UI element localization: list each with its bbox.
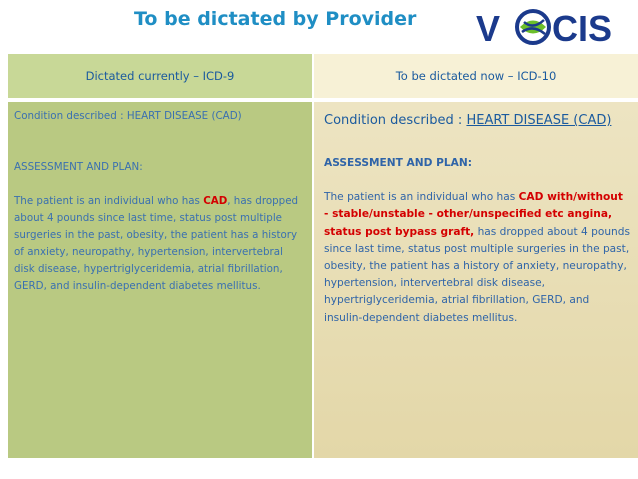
icd10-body-rest: has dropped about 4 pounds since last time, status post multiple surgeries in the past, obesity, the patient has a history of anxiety, neuropathy, hypertension, intervertebral disk disease, hypertriglyceridemia, atrial fibrillation, GERD, and insulin-dependent diabetes mellitus.: [324, 225, 630, 324]
icd9-condition-line: Condition described : HEART DISEASE (CAD): [14, 110, 242, 122]
icd9-dictation-cell: [8, 102, 314, 458]
icd10-dictation-body: [324, 189, 630, 327]
icd10-assessment-heading: ASSESSMENT AND PLAN:: [324, 157, 472, 169]
vocis-logo: [474, 6, 632, 48]
icd10-condition-dx: HEART DISEASE (CAD): [466, 113, 612, 128]
icd9-body-rest: , has dropped about 4 pounds since last time, status post multiple surgeries in the past, obesity, the patient has a history of anxiety, neuropathy, hypertension, intervertebral disk disease, hypertriglyceridemia, atrial fibrillation, GERD, and insulin-dependent diabetes mellitus.: [14, 195, 299, 292]
icd9-dictation-body: [14, 193, 306, 295]
vocis-logo-cis: CIS: [552, 8, 613, 48]
icd10-condition-line: [324, 111, 630, 130]
icd9-cad-highlight: CAD: [203, 195, 228, 207]
icd9-assessment-heading: ASSESSMENT AND PLAN:: [14, 161, 143, 173]
vocis-logo-v: V: [476, 8, 501, 48]
globe-icon: [517, 11, 549, 43]
slide-title: To be dictated by Provider: [134, 8, 417, 30]
icd10-dictation-cell: [314, 102, 638, 458]
icd10-body-start: The patient is an individual who has: [324, 191, 519, 204]
icd10-condition-prefix: Condition described :: [324, 113, 467, 128]
icd9-body-start: The patient is an individual who has: [14, 195, 204, 207]
icd10-specificity-highlight: CAD with/without - stable/unstable - other/unspecified etc angina, status post bypass graft,: [324, 191, 623, 238]
icd-comparison-table: [8, 54, 638, 458]
icd10-column-header: To be dictated now – ICD-10: [314, 54, 638, 98]
icd9-column-header: Dictated currently – ICD-9: [8, 54, 314, 98]
